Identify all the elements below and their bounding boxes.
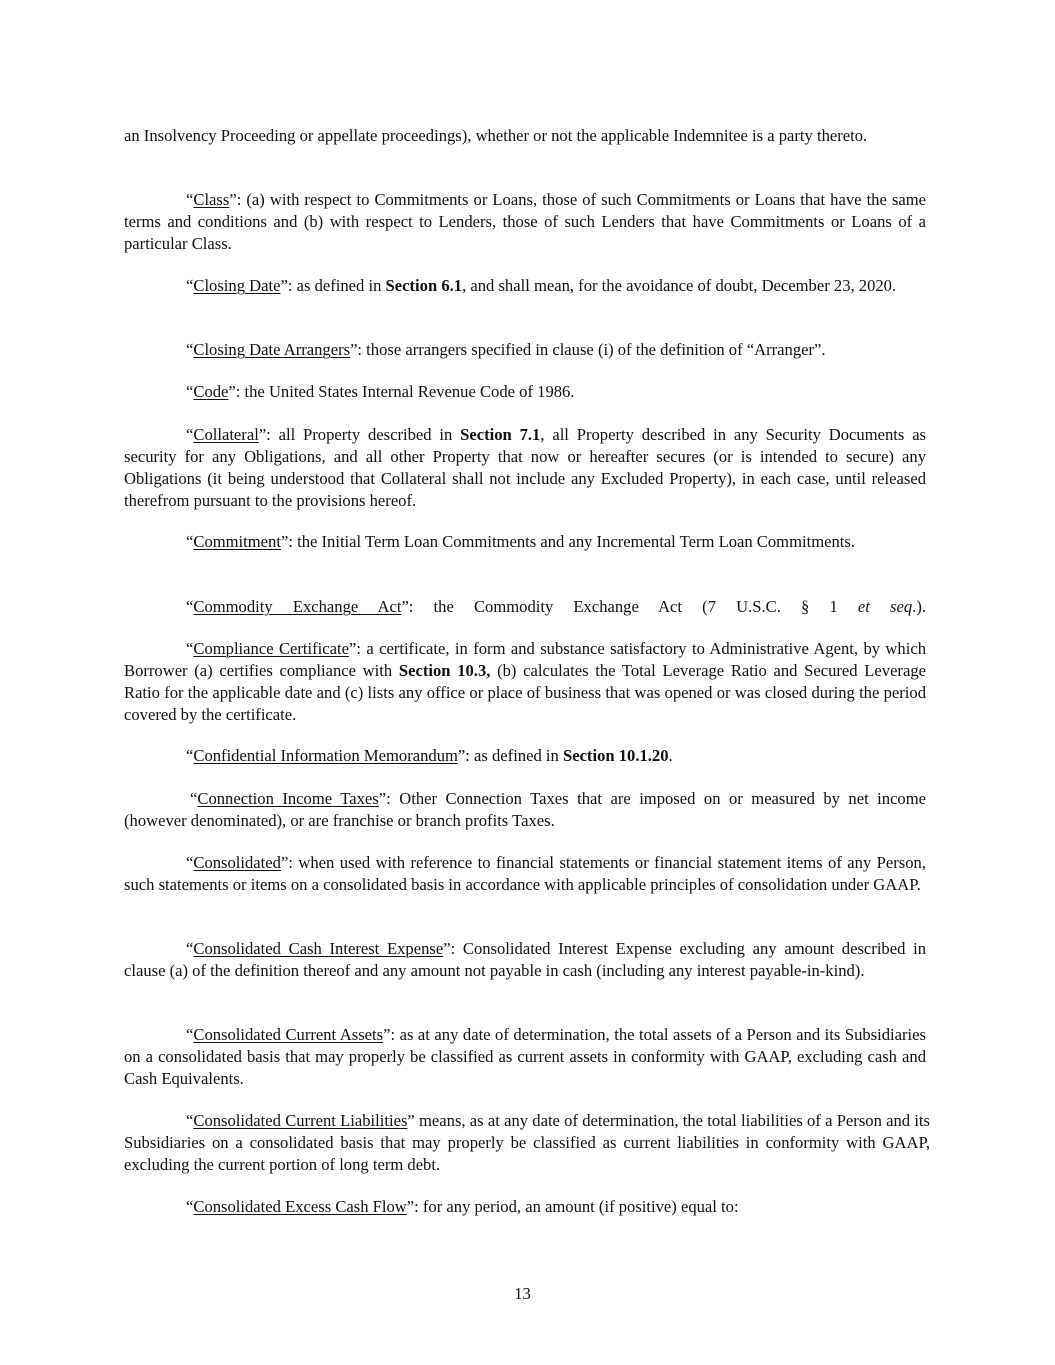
definition-text: ”: all Property described in <box>258 425 461 444</box>
definition-text: ”: when used with reference to financial statements or financial statement items of any Person, such statements or items on a consolidated basis in accordance with applicable principles of consolidation under GAAP. <box>124 853 926 894</box>
definition-commitment: “Commitment”: the Initial Term Loan Commitments and any Incremental Term Loan Commitments. <box>186 532 855 551</box>
page-number: 13 <box>514 1284 531 1303</box>
defined-term: Consolidated Current Assets <box>193 1025 384 1044</box>
definition-connection-income-taxes: “Connection Income Taxes”: Other Connection Taxes that are imposed on or measured by net income (however denominated), or are franchise or branch profits Taxes. <box>124 789 927 830</box>
definition-confidential-information-memorandum: “Confidential Information Memorandum”: as defined in Section 10.1.20. <box>186 746 673 765</box>
definition-text: .). <box>912 597 926 616</box>
continuation-text: an Insolvency Proceeding or appellate proceedings), whether or not the applicable Indemnitee is a party thereto. <box>124 126 868 145</box>
definition-closing-date-arrangers: “Closing Date Arrangers”: those arrangers specified in clause (i) of the definition of “Arranger”. <box>186 340 826 359</box>
defined-term: Confidential Information Memorandum <box>193 746 458 765</box>
defined-term: Class <box>193 190 230 209</box>
definition-class: “Class”: (a) with respect to Commitments or Loans, those of such Commitments or Loans that have the same terms and conditions and (b) with respect to Lenders, those of such Lenders that have Commitments or Loans of a particular Class. <box>124 190 926 253</box>
definition-consolidated-excess-cash-flow: “Consolidated Excess Cash Flow”: for any period, an amount (if positive) equal to: <box>186 1197 739 1216</box>
definition-collateral: “Collateral”: all Property described in Section 7.1, all Property described in any Security Documents as security for any Obligations, and all other Property that now or hereafter secures (or is intended to secure) any Obligations (it being understood that Collateral shall not include any Excluded Property), in each case, until released therefrom pursuant to the provisions hereof. <box>124 425 927 510</box>
section-reference: Section 10.3, <box>398 661 491 680</box>
latin-abbreviation: et seq <box>857 597 913 616</box>
section-reference: Section 6.1 <box>385 276 463 295</box>
definition-text: ”: as defined in <box>280 276 386 295</box>
defined-term: Compliance Certificate <box>193 639 349 658</box>
defined-term: Connection Income Taxes <box>197 789 379 808</box>
defined-term: Commitment <box>193 532 281 551</box>
definition-text: , all Property described in any Security Documents as security for any Obligations, and all other Property that now or hereafter secures (or is intended to secure) any Obligations (it being understood that Collateral shall not include any Excluded Property), in each case, until released therefrom pursuant to the provisions hereof. <box>124 425 927 510</box>
defined-term: Consolidated Cash Interest Expense <box>193 939 444 958</box>
definition-text: ”: those arrangers specified in clause (i) of the definition of “Arranger”. <box>350 340 826 359</box>
definition-consolidated: “Consolidated”: when used with reference to financial statements or financial statement items of any Person, such statements or items on a consolidated basis in accordance with applicable principles of consolidation under GAAP. <box>124 853 926 894</box>
definition-text: ”: the Initial Term Loan Commitments and any Incremental Term Loan Commitments. <box>280 532 855 551</box>
definition-text: ”: Other Connection Taxes that are imposed on or measured by net income (however denominated), or are franchise or branch profits Taxes. <box>124 789 927 830</box>
definition-consolidated-current-liabilities: “Consolidated Current Liabilities” means, as at any date of determination, the total liabilities of a Person and its Subsidiaries on a consolidated basis that may properly be classified as current liabilities in conformity with GAAP, excluding the current portion of long term debt. <box>124 1111 930 1174</box>
section-reference: Section 10.1.20 <box>562 746 669 765</box>
definition-text: . <box>668 746 673 765</box>
definition-text: ”: the Commodity Exchange Act (7 U.S.C. § 1 <box>401 597 858 616</box>
definition-text: ”: a certificate, in form and substance satisfactory to Administrative Agent, by which Borrower (a) certifies compliance with <box>124 639 926 680</box>
defined-term: Commodity Exchange Act <box>193 597 402 616</box>
definition-text: ”: as at any date of determination, the total assets of a Person and its Subsidiaries on a consolidated basis that may properly be classified as current assets in conformity with GAAP, excluding cash and Cash Equivalents. <box>124 1025 926 1088</box>
definition-text: ”: (a) with respect to Commitments or Loans, those of such Commitments or Loans that have the same terms and conditions and (b) with respect to Lenders, those of such Lenders that have Commitments or Loans of a particular Class. <box>124 190 926 253</box>
definition-text: ”: Consolidated Interest Expense excluding any amount described in clause (a) of the definition thereof and any amount not payable in cash (including any interest payable-in-kind). <box>124 939 926 980</box>
defined-term: Consolidated <box>193 853 281 872</box>
definition-text: ”: as defined in <box>457 746 563 765</box>
definition-text: ”: the United States Internal Revenue Code of 1986. <box>228 382 575 401</box>
defined-term: Closing Date Arrangers <box>193 340 351 359</box>
definition-text: (b) calculates the Total Leverage Ratio and Secured Leverage Ratio for the applicable date and (c) lists any office or place of business that was opened or was closed during the period covered by the certificate. <box>124 661 926 724</box>
definition-consolidated-current-assets: “Consolidated Current Assets”: as at any date of determination, the total assets of a Person and its Subsidiaries on a consolidated basis that may properly be classified as current assets in conformity with GAAP, excluding cash and Cash Equivalents. <box>124 1025 926 1088</box>
defined-term: Code <box>193 382 229 401</box>
continuation-paragraph <box>124 125 926 147</box>
definition-text: ”: for any period, an amount (if positive) equal to: <box>406 1197 739 1216</box>
defined-term: Closing Date <box>193 276 281 295</box>
definition-compliance-certificate: “Compliance Certificate”: a certificate, in form and substance satisfactory to Administrative Agent, by which Borrower (a) certifies compliance with Section 10.3, (b) calculates the Total Leverage Ratio and Secured Leverage Ratio for the applicable date and (c) lists any office or place of business that was opened or was closed during the period covered by the certificate. <box>124 639 926 724</box>
definition-text: ” means, as at any date of determination, the total liabilities of a Person and its Subsidiaries on a consolidated basis that may properly be classified as current liabilities in conformity with GAAP, excluding the current portion of long term debt. <box>124 1111 930 1174</box>
definition-commodity-exchange-act: “Commodity Exchange Act”: the Commodity Exchange Act (7 U.S.C. § 1 et seq.). <box>186 597 926 616</box>
definition-text: , and shall mean, for the avoidance of doubt, December 23, 2020. <box>462 276 897 295</box>
defined-term: Collateral <box>193 425 259 444</box>
definition-consolidated-cash-interest-expense: “Consolidated Cash Interest Expense”: Consolidated Interest Expense excluding any amount described in clause (a) of the definition thereof and any amount not payable in cash (including any interest payable-in-kind). <box>124 939 926 980</box>
definition-closing-date: “Closing Date”: as defined in Section 6.1, and shall mean, for the avoidance of doubt, December 23, 2020. <box>186 276 897 295</box>
defined-term: Consolidated Excess Cash Flow <box>193 1197 407 1216</box>
definition-code: “Code”: the United States Internal Revenue Code of 1986. <box>186 382 575 401</box>
defined-term: Consolidated Current Liabilities <box>193 1111 408 1130</box>
section-reference: Section 7.1 <box>460 425 541 444</box>
